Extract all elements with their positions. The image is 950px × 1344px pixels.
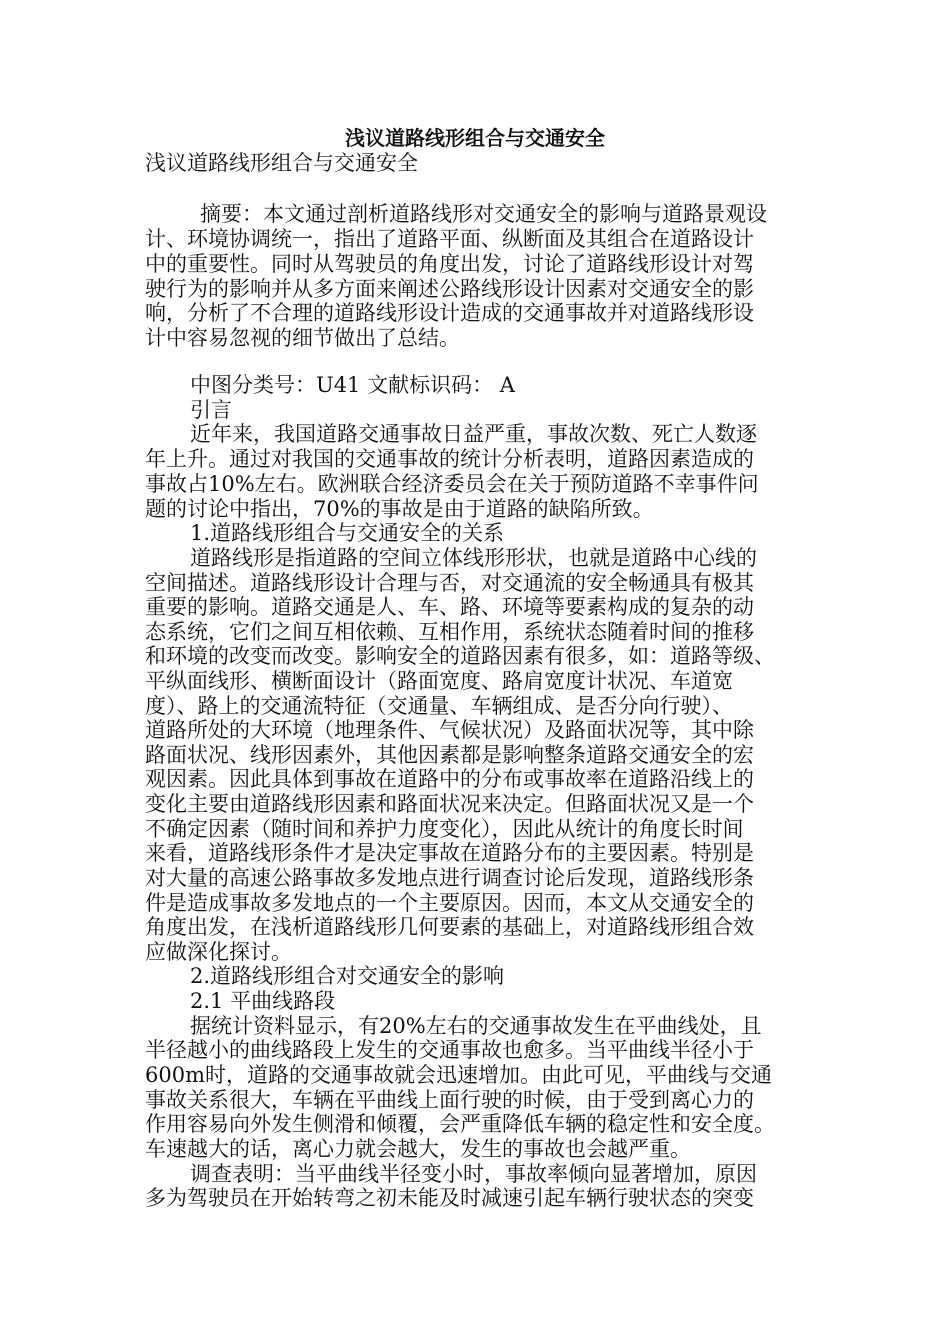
abstract-line: 响，分析了不合理的道路线形设计造成的交通事故并对道路线形设 <box>145 301 754 325</box>
body-line: 态系统，它们之间互相依赖、互相作用，系统状态随着时间的推移 <box>145 620 754 644</box>
body-line: 空间描述。道路线形设计合理与否，对交通流的安全畅通具有极其 <box>145 571 754 595</box>
subsection-heading: 2.1 平曲线路段 <box>190 989 336 1013</box>
body-line: 600m时，道路的交通事故就会迅速增加。由此可见，平曲线与交通 <box>145 1063 772 1087</box>
abstract-line: 驶行为的影响并从多方面来阐述公路线形设计因素对交通安全的影 <box>145 277 754 301</box>
body-line: 车速越大的话，离心力就会越大，发生的事故也会越严重。 <box>145 1137 691 1161</box>
body-line: 半径越小的曲线路段上发生的交通事故也愈多。当平曲线半径小于 <box>145 1038 754 1062</box>
body-line: 重要的影响。道路交通是人、车、路、环境等要素构成的复杂的动 <box>145 595 754 619</box>
body-line: 平纵面线形、横断面设计（路面宽度、路肩宽度计状况、车道宽 <box>145 669 733 693</box>
body-line: 调查表明：当平曲线半径变小时，事故率倾向显著增加，原因 <box>190 1162 757 1186</box>
body-line: 件是造成事故多发地点的一个主要原因。因而，本文从交通安全的 <box>145 891 754 915</box>
body-line: 应做深化探讨。 <box>145 940 292 964</box>
subtitle-line: 浅议道路线形组合与交通安全 <box>145 151 418 175</box>
section-heading: 1.道路线形组合与交通安全的关系 <box>190 521 505 545</box>
body-line: 角度出发，在浅析道路线形几何要素的基础上，对道路线形组合效 <box>145 915 754 939</box>
body-line: 对大量的高速公路事故多发地点进行调查讨论后发现，道路线形条 <box>145 866 754 890</box>
body-line: 路面状况、线形因素外，其他因素都是影响整条道路交通安全的宏 <box>145 743 754 767</box>
body-line: 据统计资料显示，有20%左右的交通事故发生在平曲线处，且 <box>190 1014 762 1038</box>
body-line: 题的讨论中指出，70%的事故是由于道路的缺陷所致。 <box>145 497 654 521</box>
abstract-line: 计、环境协调统一，指出了道路平面、纵断面及其组合在道路设计 <box>145 227 754 251</box>
body-line: 来看，道路线形条件才是决定事故在道路分布的主要因素。特别是 <box>145 841 754 865</box>
body-line: 近年来，我国道路交通事故日益严重，事故次数、死亡人数逐 <box>190 422 757 446</box>
body-line: 道路线形是指道路的空间立体线形形状，也就是道路中心线的 <box>190 546 757 570</box>
abstract-line: 计中容易忽视的细节做出了总结。 <box>145 326 460 350</box>
document-title: 浅议道路线形组合与交通安全 <box>345 126 605 150</box>
abstract-line: 中的重要性。同时从驾驶员的角度出发，讨论了道路线形设计对驾 <box>145 252 754 276</box>
body-line: 不确定因素（随时间和养护力度变化），因此从统计的角度长时间 <box>145 817 744 841</box>
body-line: 度）、路上的交通流特征（交通量、车辆组成、是否分向行驶）、 <box>145 694 733 718</box>
abstract-line: 摘要：本文通过剖析道路线形对交通安全的影响与道路景观设 <box>200 202 767 226</box>
section-heading: 2.道路线形组合对交通安全的影响 <box>190 964 505 988</box>
body-line: 道路所处的大环境（地理条件、气候状况）及路面状况等，其中除 <box>145 718 754 742</box>
body-line: 年上升。通过对我国的交通事故的统计分析表明，道路因素造成的 <box>145 447 754 471</box>
body-line: 事故关系很大，车辆在平曲线上面行驶的时候，由于受到离心力的 <box>145 1088 754 1112</box>
section-heading: 引言 <box>190 398 232 422</box>
body-line: 变化主要由道路线形因素和路面状况来决定。但路面状况又是一个 <box>145 792 754 816</box>
body-line: 观因素。因此具体到事故在道路中的分布或事故率在道路沿线上的 <box>145 767 754 791</box>
body-line: 事故占10%左右。欧洲联合经济委员会在关于预防道路不幸事件问 <box>145 472 759 496</box>
classification-line: 中图分类号：U41 文献标识码： A <box>190 373 515 397</box>
body-line: 和环境的改变而改变。影响安全的道路因素有很多，如：道路等级、 <box>145 644 775 668</box>
body-line: 作用容易向外发生侧滑和倾覆，会严重降低车辆的稳定性和安全度。 <box>145 1112 775 1136</box>
body-line: 多为驾驶员在开始转弯之初未能及时减速引起车辆行驶状态的突变 <box>145 1186 754 1210</box>
